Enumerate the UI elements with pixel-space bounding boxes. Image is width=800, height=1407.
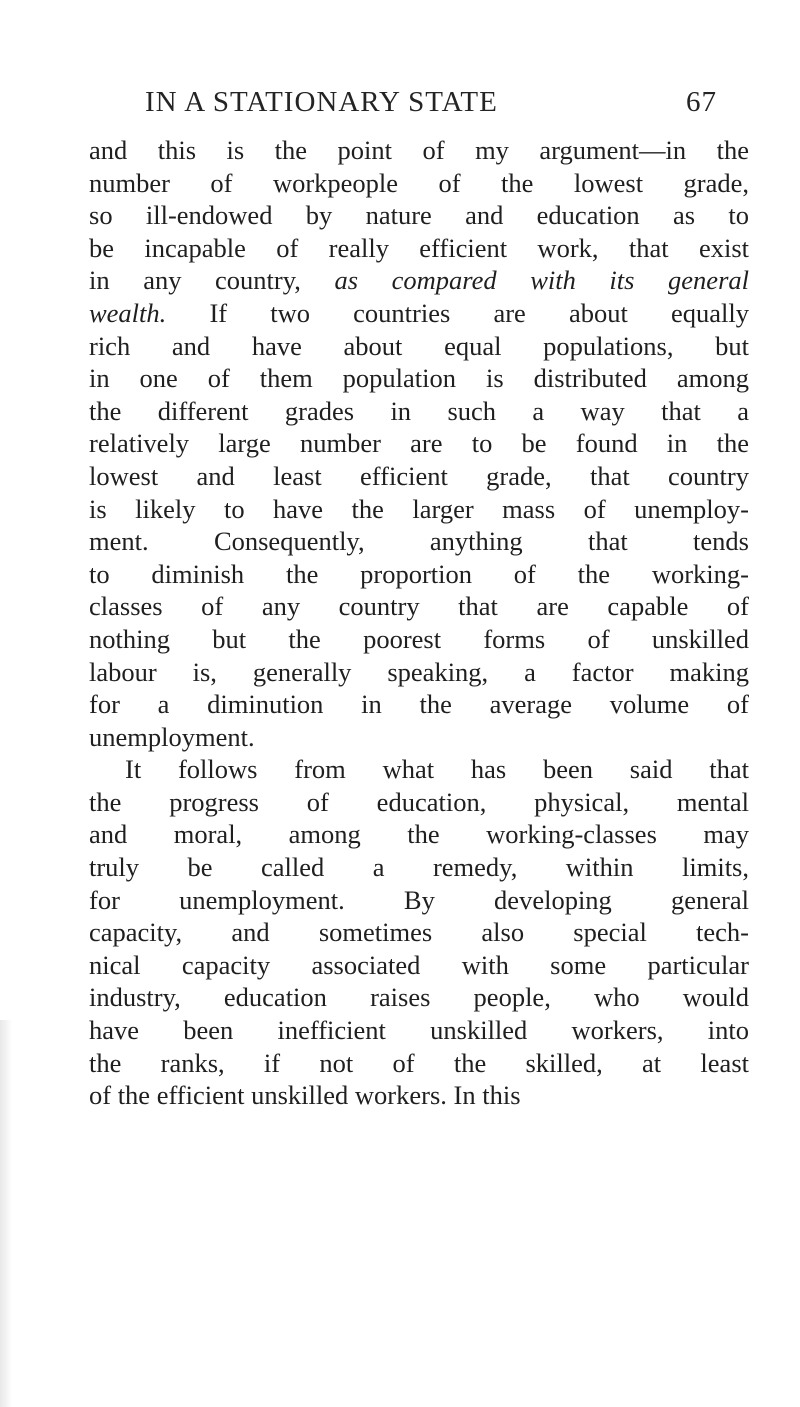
text-line: for unemployment. By developing general	[89, 884, 749, 915]
text-line: number of workpeople of the lowest grade,	[89, 167, 749, 198]
text-line: so ill-endowed by nature and education as to	[89, 200, 749, 231]
text-line: in one of them population is distributed among	[89, 363, 749, 394]
body-text	[89, 134, 749, 1112]
scan-edge-shadow	[0, 1020, 12, 1407]
text-line: ment. Consequently, anything that tends	[89, 526, 749, 557]
text-line: of the efficient unskilled workers. In this	[89, 1080, 521, 1111]
text-line: relatively large number are to be found in the	[89, 428, 749, 459]
text-line: classes of any country that are capable of	[89, 591, 749, 622]
running-head	[145, 86, 717, 126]
text-segment: in any country,	[89, 265, 301, 296]
text-line: the different grades in such a way that a	[89, 395, 749, 426]
text-line: the ranks, if not of the skilled, at least	[89, 1047, 749, 1078]
italic-phrase: as compared with its general	[334, 265, 749, 296]
text-line: and moral, among the working-classes may	[89, 819, 749, 850]
text-line	[89, 297, 749, 330]
text-line: and this is the point of my argument—in the	[89, 135, 749, 165]
text-line: for a diminution in the average volume of	[89, 689, 749, 720]
text-line: industry, education raises people, who would	[89, 982, 749, 1013]
text-line: to diminish the proportion of the working-	[89, 558, 749, 589]
text-line: have been inefficient unskilled workers, into	[89, 1015, 749, 1046]
running-title: IN A STATIONARY STATE	[145, 86, 498, 118]
text-line: the progress of education, physical, mental	[89, 786, 749, 817]
text-line: It follows from what has been said that	[125, 754, 749, 785]
text-line: lowest and least efficient grade, that country	[89, 460, 749, 491]
text-line: be incapable of really efficient work, that exist	[89, 232, 749, 263]
text-line: nothing but the poorest forms of unskilled	[89, 623, 749, 654]
italic-word: wealth.	[89, 297, 167, 328]
text-line: capacity, and sometimes also special tech-	[89, 917, 749, 948]
text-line	[89, 264, 749, 297]
text-line: truly be called a remedy, within limits,	[89, 852, 749, 883]
text-line: nical capacity associated with some particular	[89, 949, 749, 980]
text-line: rich and have about equal populations, but	[89, 330, 749, 361]
text-line: labour is, generally speaking, a factor making	[89, 656, 749, 687]
page-number: 67	[686, 86, 717, 118]
text-line: unemployment.	[89, 721, 255, 752]
text-segment: If two countries are about equally	[209, 297, 749, 328]
text-line: is likely to have the larger mass of unemploy-	[89, 493, 749, 524]
